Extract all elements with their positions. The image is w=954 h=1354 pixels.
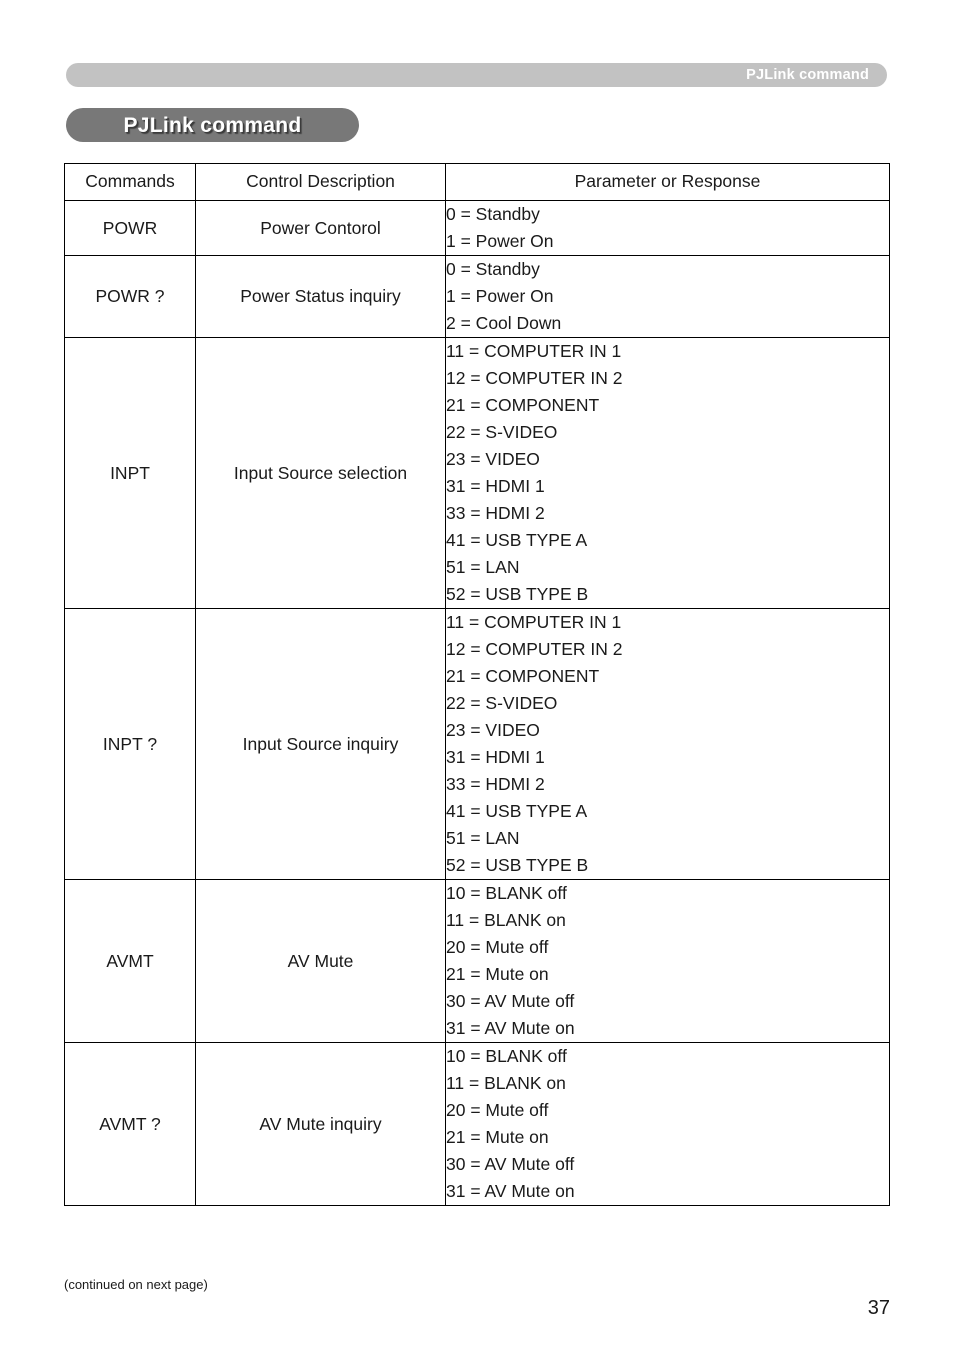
- parameter-line: 12 = COMPUTER IN 2: [446, 639, 623, 659]
- parameter-line: 21 = COMPONENT: [446, 666, 600, 686]
- parameter-line: 33 = HDMI 2: [446, 774, 545, 794]
- table-row: [65, 609, 890, 880]
- parameter-line: 23 = VIDEO: [446, 720, 540, 740]
- page-number: 37: [867, 1297, 890, 1319]
- parameter-line: 41 = USB TYPE A: [446, 801, 588, 821]
- parameter-line: 10 = BLANK off: [446, 883, 567, 903]
- parameter-line: 51 = LAN: [446, 828, 520, 848]
- parameter-line: 33 = HDMI 2: [446, 503, 545, 523]
- cell-parameter-or-response: [446, 1043, 890, 1206]
- table-row: [65, 338, 890, 609]
- parameter-line: 30 = AV Mute off: [446, 1154, 575, 1174]
- parameter-line: 41 = USB TYPE A: [446, 530, 588, 550]
- cell-control-description: AV Mute: [196, 880, 446, 1043]
- parameter-line: 22 = S-VIDEO: [446, 422, 558, 442]
- cell-command: POWR ?: [65, 256, 196, 338]
- column-header-commands: Commands: [65, 164, 196, 201]
- parameter-line: 31 = AV Mute on: [446, 1018, 575, 1038]
- parameter-line: 21 = Mute on: [446, 1127, 549, 1147]
- column-header-control-description: Control Description: [196, 164, 446, 201]
- cell-control-description: Power Status inquiry: [196, 256, 446, 338]
- cell-parameter-or-response: [446, 880, 890, 1043]
- cell-command: AVMT ?: [65, 1043, 196, 1206]
- running-header-title: PJLink command: [746, 66, 869, 83]
- parameter-line: 12 = COMPUTER IN 2: [446, 368, 623, 388]
- parameter-line: 11 = COMPUTER IN 1: [446, 341, 622, 361]
- section-title-pill: [66, 108, 359, 142]
- cell-control-description: Input Source selection: [196, 338, 446, 609]
- pjlink-command-table: [64, 163, 890, 1206]
- parameter-line: 0 = Standby: [446, 259, 540, 279]
- cell-parameter-or-response: [446, 256, 890, 338]
- cell-control-description: AV Mute inquiry: [196, 1043, 446, 1206]
- column-header-parameter-or-response: Parameter or Response: [446, 164, 890, 201]
- parameter-line: 20 = Mute off: [446, 937, 549, 957]
- parameter-line: 52 = USB TYPE B: [446, 855, 589, 875]
- table-row: [65, 880, 890, 1043]
- cell-command: INPT: [65, 338, 196, 609]
- section-title-text: PJLink command: [123, 113, 302, 137]
- parameter-line: 30 = AV Mute off: [446, 991, 575, 1011]
- parameter-line: 31 = AV Mute on: [446, 1181, 575, 1201]
- parameter-line: 21 = Mute on: [446, 964, 549, 984]
- table-header: [65, 164, 890, 201]
- table-row: [65, 1043, 890, 1206]
- table-row: [65, 256, 890, 338]
- table-row: [65, 201, 890, 256]
- parameter-line: 20 = Mute off: [446, 1100, 549, 1120]
- parameter-line: 11 = COMPUTER IN 1: [446, 612, 622, 632]
- parameter-line: 21 = COMPONENT: [446, 395, 600, 415]
- parameter-line: 0 = Standby: [446, 204, 540, 224]
- parameter-line: 23 = VIDEO: [446, 449, 540, 469]
- parameter-line: 52 = USB TYPE B: [446, 584, 589, 604]
- parameter-line: 31 = HDMI 1: [446, 747, 545, 767]
- parameter-line: 1 = Power On: [446, 231, 554, 251]
- parameter-line: 10 = BLANK off: [446, 1046, 567, 1066]
- cell-control-description: Power Contorol: [196, 201, 446, 256]
- running-header-bar: [66, 63, 887, 87]
- parameter-line: 51 = LAN: [446, 557, 520, 577]
- table-header-row: [65, 164, 890, 201]
- cell-parameter-or-response: [446, 609, 890, 880]
- parameter-line: 1 = Power On: [446, 286, 554, 306]
- parameter-line: 11 = BLANK on: [446, 1073, 566, 1093]
- parameter-line: 2 = Cool Down: [446, 313, 562, 333]
- cell-parameter-or-response: [446, 201, 890, 256]
- cell-command: AVMT: [65, 880, 196, 1043]
- parameter-line: 11 = BLANK on: [446, 910, 566, 930]
- parameter-line: 22 = S-VIDEO: [446, 693, 558, 713]
- cell-parameter-or-response: [446, 338, 890, 609]
- parameter-line: 31 = HDMI 1: [446, 476, 545, 496]
- cell-command: INPT ?: [65, 609, 196, 880]
- cell-command: POWR: [65, 201, 196, 256]
- continued-on-next-page-note: (continued on next page): [64, 1277, 208, 1292]
- cell-control-description: Input Source inquiry: [196, 609, 446, 880]
- table-body: [65, 201, 890, 1206]
